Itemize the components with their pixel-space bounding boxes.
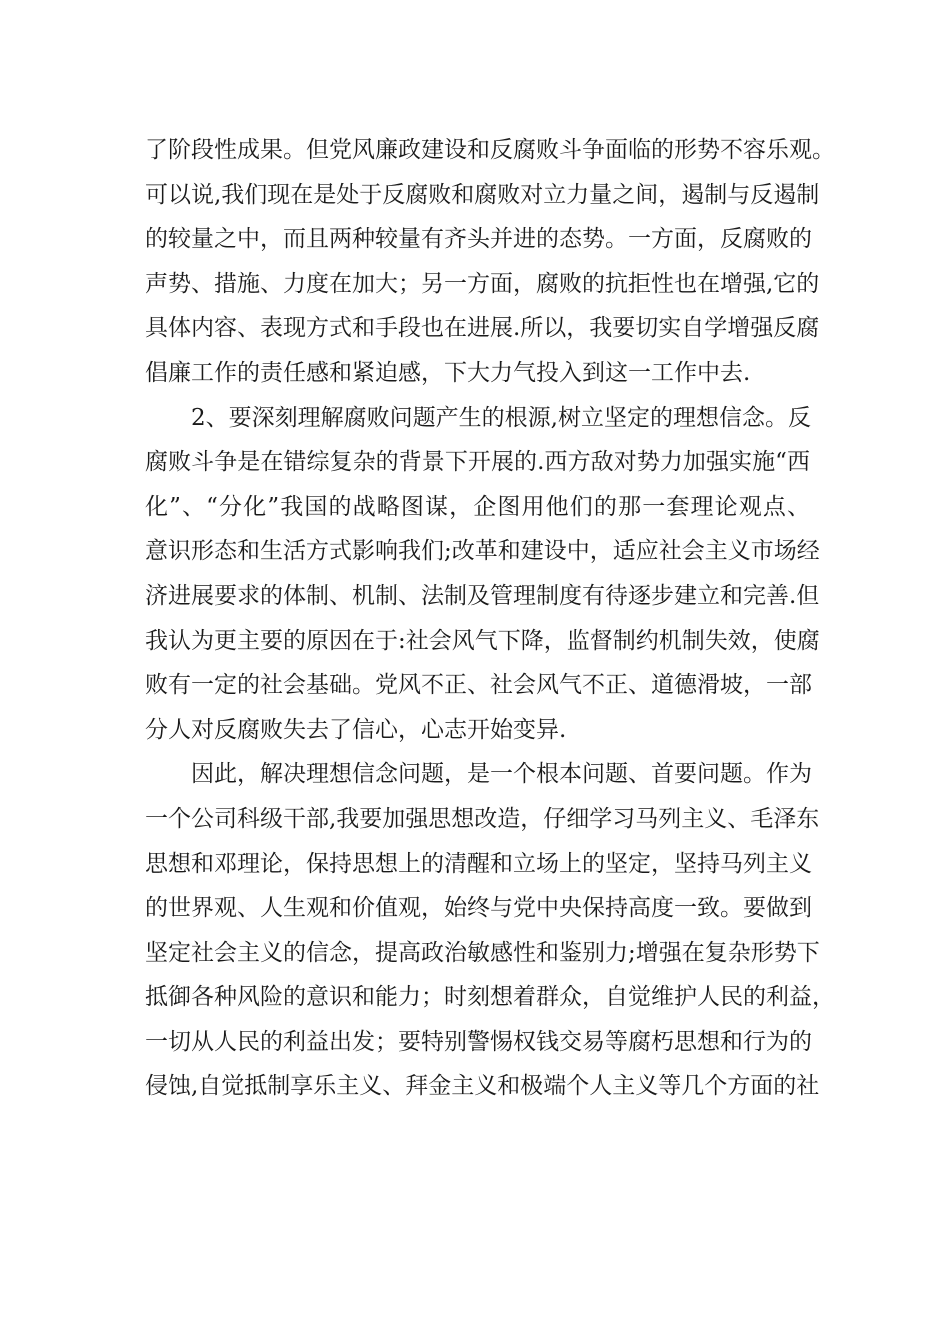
text-line: 腐败斗争是在错综复杂的背景下开展的.西方敌对势力加强实施“西 (145, 449, 810, 476)
body-text (145, 128, 835, 1109)
text-line: 因此，解决理想信念问题，是一个根本问题、首要问题。作为 (191, 761, 812, 788)
text-line: 济进展要求的体制、机制、法制及管理制度有待逐步建立和完善.但 (145, 582, 820, 609)
text-line: 一个公司科级干部,我要加强思想改造，仔细学习马列主义、毛泽东 (145, 805, 820, 832)
text-line: 化”、“分化”我国的战略图谋，企图用他们的那一套理论观点、 (145, 493, 810, 520)
text-line: 的较量之中，而且两种较量有齐头并进的态势。一方面，反腐败的 (145, 226, 812, 253)
text-line: 抵御各种风险的意识和能力；时刻想着群众，自觉维护人民的利益， (145, 984, 835, 1011)
text-line: 意识形态和生活方式影响我们;改革和建设中，适应社会主义市场经 (145, 538, 820, 565)
text-line: 坚定社会主义的信念，提高政治敏感性和鉴别力;增强在复杂形势下 (145, 939, 820, 966)
text-line: 2、要深刻理解腐败问题产生的根源,树立坚定的理想信念。反 (191, 404, 811, 431)
text-line: 了阶段性成果。但党风廉政建设和反腐败斗争面临的形势不容乐观。 (145, 137, 835, 163)
text-line: 分人对反腐败失去了信心，心志开始变异. (145, 716, 567, 743)
text-line: 败有一定的社会基础。党风不正、社会风气不正、道德滑坡，一部 (145, 672, 812, 699)
text-line: 思想和邓理论，保持思想上的清醒和立场上的坚定，坚持马列主义 (145, 850, 812, 877)
text-line: 可以说,我们现在是处于反腐败和腐败对立力量之间，遏制与反遏制 (145, 181, 820, 208)
text-line: 声势、措施、力度在加大；另一方面，腐败的抗拒性也在增强,它的 (145, 270, 820, 297)
text-line: 的世界观、人生观和价值观，始终与党中央保持高度一致。要做到 (145, 895, 812, 922)
text-line: 一切从人民的利益出发；要特别警惕权钱交易等腐朽思想和行为的 (145, 1028, 812, 1055)
text-line: 具体内容、表现方式和手段也在进展.所以，我要切实自学增强反腐 (145, 315, 820, 342)
text-line: 倡廉工作的责任感和紧迫感，下大力气投入到这一工作中去. (145, 359, 751, 386)
text-line: 我认为更主要的原因在于:社会风气下降，监督制约机制失效，使腐 (145, 627, 820, 654)
text-line: 侵蚀,自觉抵制享乐主义、拜金主义和极端个人主义等几个方面的社 (145, 1073, 820, 1100)
